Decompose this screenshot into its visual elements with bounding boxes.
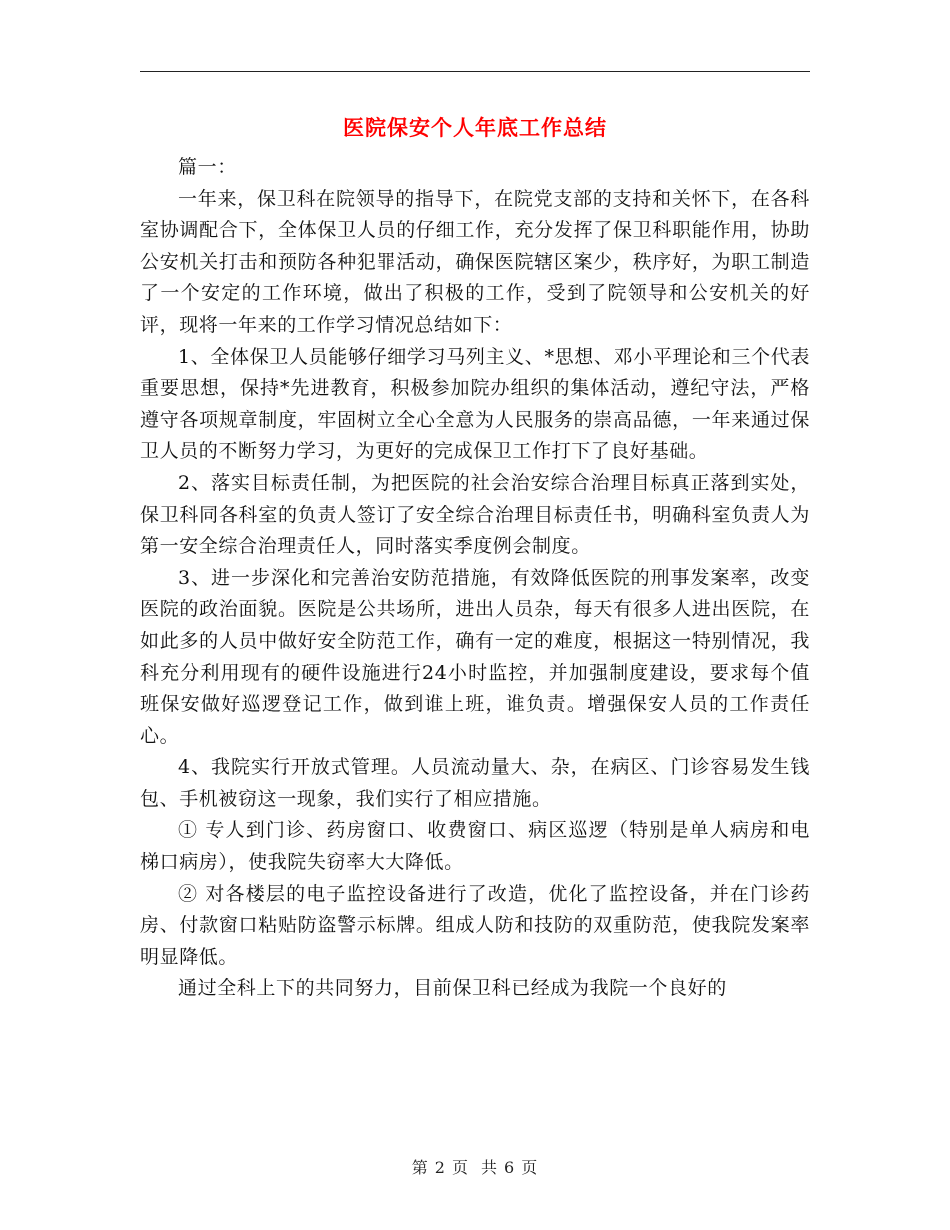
footer-total-pages: 6 <box>504 1158 516 1177</box>
footer-page-word: 页 <box>451 1158 469 1177</box>
footer-prefix: 第 <box>411 1158 429 1177</box>
section-label: 篇一： <box>178 156 237 178</box>
footer-suffix: 页 <box>521 1158 539 1177</box>
paragraph-item-3: 3、进一步深化和完善治安防范措施，有效降低医院的刑事发案率，改变医院的政治面貌。医院是公共场所，进出人员杂，每天有很多人进出医院，在如此多的人员中做好安全防范工作，确有一定的难度，根据这一特别情况，我科充分利用现有的硬件设施进行24小时监控，并加强制度建设，要求每个值班保安做好巡逻登记工作，做到谁上班，谁负责。增强保安人员的工作责任心。 <box>140 566 810 747</box>
paragraph-item-2: 2、落实目标责任制，为把医院的社会治安综合治理目标真正落到实处，保卫科同各科室的负责人签订了安全综合治理目标责任书，明确科室负责人为第一安全综合治理责任人，同时落实季度例会制度。 <box>140 471 810 558</box>
document-title: 医院保安个人年底工作总结 <box>343 115 607 140</box>
footer-current-page: 2 <box>434 1158 446 1177</box>
paragraph-conclusion: 通过全科上下的共同努力，目前保卫科已经成为我院一个良好的 <box>178 977 727 1000</box>
footer-total-word: 共 <box>481 1158 499 1177</box>
paragraph-subitem-2: ② 对各楼层的电子监控设备进行了改造，优化了监控设备，并在门诊药房、付款窗口粘贴防盗警示标牌。组成人防和技防的双重防范，使我院发案率明显降低。 <box>140 882 810 968</box>
document-body <box>140 152 810 1005</box>
paragraph-item-1: 1、全体保卫人员能够仔细学习马列主义、*思想、邓小平理论和三个代表重要思想，保持*先进教育，积极参加院办组织的集体活动，遵纪守法，严格遵守各项规章制度，牢固树立全心全意为人民服务的崇高品德，一年来通过保卫人员的不断努力学习，为更好的完成保卫工作打下了良好基础。 <box>140 345 810 463</box>
paragraph-intro: 一年来，保卫科在院领导的指导下，在院党支部的支持和关怀下，在各科室协调配合下，全体保卫人员的仔细工作，充分发挥了保卫科职能作用，协助公安机关打击和预防各种犯罪活动，确保医院辖区案少，秩序好，为职工制造了一个安定的工作环境，做出了积极的工作，受到了院领导和公安机关的好评，现将一年来的工作学习情况总结如下： <box>140 187 810 336</box>
paragraph-subitem-1: ① 专人到门诊、药房窗口、收费窗口、病区巡逻（特别是单人病房和电梯口病房），使我院失窃率大大降低。 <box>140 819 810 874</box>
paragraph-item-4: 4、我院实行开放式管理。人员流动量大、杂，在病区、门诊容易发生钱包、手机被窃这一现象，我们实行了相应措施。 <box>140 756 810 810</box>
header-rule <box>140 71 810 72</box>
page-footer <box>0 1155 950 1178</box>
